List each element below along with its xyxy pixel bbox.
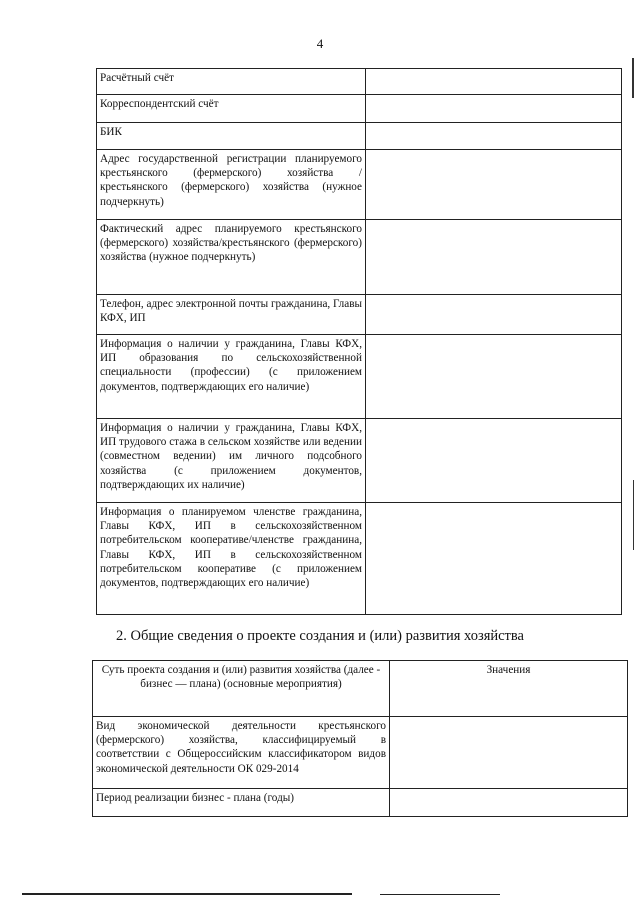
row-label: Телефон, адрес электронной почты гражданина, Главы КФХ, ИП <box>97 295 366 335</box>
scan-edge-mark <box>633 480 634 550</box>
row-label: Фактический адрес планируемого крестьянского (фермерского) хозяйства/крестьянского (фермерского) хозяйства (нужное подчеркнуть) <box>97 220 366 295</box>
row-label: Информация о планируемом членстве гражданина, Главы КФХ, ИП в сельскохозяйственном потребительском кооперативе/членстве гражданина, Главы КФХ, ИП в сельскохозяйственном потребительском кооперативе (с приложением документов, подтверждающих его наличие) <box>97 503 366 615</box>
row-value-cell[interactable] <box>366 220 622 295</box>
row-value-cell[interactable] <box>366 295 622 335</box>
column-header-essence: Суть проекта создания и (или) развития хозяйства (далее - бизнес — плана) (основные мероприятия) <box>93 661 390 717</box>
scan-bottom-edge <box>380 894 500 895</box>
row-label: Адрес государственной регистрации планируемого крестьянского (фермерского) хозяйства / крестьянского (фермерского) хозяйства (нужное подчеркнуть) <box>97 150 366 220</box>
row-label: Корреспондентский счёт <box>97 95 366 123</box>
row-value-cell[interactable] <box>366 503 622 615</box>
table-row <box>97 123 622 150</box>
row-value-cell[interactable] <box>366 95 622 123</box>
row-value-cell[interactable] <box>390 789 628 817</box>
row-value-cell[interactable] <box>366 150 622 220</box>
row-label: БИК <box>97 123 366 150</box>
row-value-cell[interactable] <box>366 69 622 95</box>
row-label: Информация о наличии у гражданина, Главы КФХ, ИП трудового стажа в сельском хозяйстве или ведении (совместном ведении) им личного подсобного хозяйства (с приложением документов, подтверждающих их наличие) <box>97 419 366 503</box>
row-value-cell[interactable] <box>366 419 622 503</box>
row-value-cell[interactable] <box>390 717 628 789</box>
table-row <box>97 503 622 615</box>
scan-bottom-edge <box>22 893 352 895</box>
row-label: Вид экономической деятельности крестьянского (фермерского) хозяйства, классифицируемый в соответствии с Общероссийским классификатором видов экономической деятельности ОК 029-2014 <box>93 717 390 789</box>
page-number: 4 <box>316 36 324 51</box>
table-row <box>93 789 628 817</box>
table-row <box>97 419 622 503</box>
project-summary-table <box>92 660 628 817</box>
table-row <box>97 69 622 95</box>
row-value-cell[interactable] <box>366 123 622 150</box>
table-row <box>97 95 622 123</box>
row-label: Информация о наличии у гражданина, Главы КФХ, ИП образования по сельскохозяйственной специальности (профессии) (с приложением документов, подтверждающих его наличие) <box>97 335 366 419</box>
section-title: 2. Общие сведения о проекте создания и (или) развития хозяйства <box>116 628 524 644</box>
row-value-cell[interactable] <box>366 335 622 419</box>
column-header-values: Значения <box>390 661 628 717</box>
scan-edge-mark <box>632 58 634 98</box>
row-label: Период реализации бизнес - плана (годы) <box>93 789 390 817</box>
table-header-row <box>93 661 628 717</box>
table-row <box>93 717 628 789</box>
table-row <box>97 295 622 335</box>
table-row <box>97 220 622 295</box>
applicant-details-table <box>96 68 622 615</box>
table-row <box>97 335 622 419</box>
row-label: Расчётный счёт <box>97 69 366 95</box>
table-row <box>97 150 622 220</box>
